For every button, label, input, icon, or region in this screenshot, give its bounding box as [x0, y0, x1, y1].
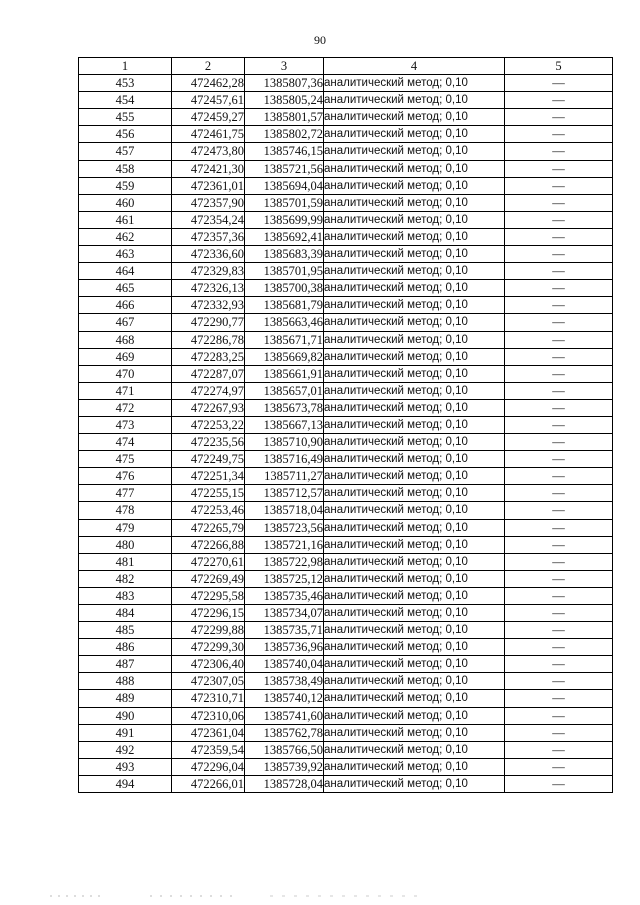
cell-point-number: 480 — [79, 536, 172, 553]
cell-description: — — [505, 673, 613, 690]
table-row — [79, 502, 613, 519]
cell-point-number: 461 — [79, 211, 172, 228]
cell-method: аналитический метод; 0,10 — [324, 485, 505, 502]
cell-y: 1385721,16 — [245, 536, 324, 553]
cell-y: 1385711,27 — [245, 468, 324, 485]
cell-x: 472421,30 — [172, 160, 245, 177]
cell-point-number: 474 — [79, 434, 172, 451]
cell-y: 1385766,50 — [245, 741, 324, 758]
cell-y: 1385735,71 — [245, 622, 324, 639]
cell-point-number: 469 — [79, 348, 172, 365]
cell-method: аналитический метод; 0,10 — [324, 314, 505, 331]
table-row — [79, 75, 613, 92]
cell-x: 472457,61 — [172, 92, 245, 109]
cell-point-number: 473 — [79, 416, 172, 433]
table-row — [79, 280, 613, 297]
cell-description: — — [505, 143, 613, 160]
cell-description: — — [505, 707, 613, 724]
table-row — [79, 605, 613, 622]
cell-y: 1385673,78 — [245, 399, 324, 416]
cell-description: — — [505, 758, 613, 775]
cell-x: 472459,27 — [172, 109, 245, 126]
cell-x: 472357,90 — [172, 194, 245, 211]
header-row — [79, 58, 613, 75]
table-row — [79, 707, 613, 724]
cell-description: — — [505, 741, 613, 758]
cell-method: аналитический метод; 0,10 — [324, 656, 505, 673]
cell-point-number: 485 — [79, 622, 172, 639]
cell-y: 1385740,12 — [245, 690, 324, 707]
cell-y: 1385699,99 — [245, 211, 324, 228]
table-row — [79, 92, 613, 109]
header-method: 4 — [324, 58, 505, 75]
cell-point-number: 454 — [79, 92, 172, 109]
cell-method: аналитический метод; 0,10 — [324, 707, 505, 724]
cell-description: — — [505, 690, 613, 707]
cell-y: 1385741,60 — [245, 707, 324, 724]
cell-x: 472306,40 — [172, 656, 245, 673]
cell-x: 472270,61 — [172, 553, 245, 570]
table-row — [79, 553, 613, 570]
cell-point-number: 470 — [79, 365, 172, 382]
cell-x: 472326,13 — [172, 280, 245, 297]
header-x: 2 — [172, 58, 245, 75]
cell-point-number: 490 — [79, 707, 172, 724]
cell-x: 472249,75 — [172, 451, 245, 468]
cell-point-number: 486 — [79, 639, 172, 656]
cell-x: 472336,60 — [172, 246, 245, 263]
cell-method: аналитический метод; 0,10 — [324, 673, 505, 690]
cell-x: 472295,58 — [172, 587, 245, 604]
cell-point-number: 459 — [79, 177, 172, 194]
cell-description: — — [505, 194, 613, 211]
cell-point-number: 467 — [79, 314, 172, 331]
cell-y: 1385669,82 — [245, 348, 324, 365]
cell-method: аналитический метод; 0,10 — [324, 690, 505, 707]
cell-method: аналитический метод; 0,10 — [324, 160, 505, 177]
cell-point-number: 475 — [79, 451, 172, 468]
cell-description: — — [505, 587, 613, 604]
cell-y: 1385701,95 — [245, 263, 324, 280]
cell-y: 1385681,79 — [245, 297, 324, 314]
cell-x: 472357,36 — [172, 228, 245, 245]
cell-x: 472296,15 — [172, 605, 245, 622]
table-body — [79, 75, 613, 793]
cell-point-number: 455 — [79, 109, 172, 126]
cell-description: — — [505, 160, 613, 177]
table-row — [79, 536, 613, 553]
cell-point-number: 491 — [79, 724, 172, 741]
cell-description: — — [505, 724, 613, 741]
cell-method: аналитический метод; 0,10 — [324, 468, 505, 485]
cell-point-number: 460 — [79, 194, 172, 211]
cell-point-number: 494 — [79, 775, 172, 792]
cell-point-number: 483 — [79, 587, 172, 604]
cell-description: — — [505, 468, 613, 485]
cell-y: 1385710,90 — [245, 434, 324, 451]
cell-y: 1385721,56 — [245, 160, 324, 177]
table-row — [79, 228, 613, 245]
table-row — [79, 758, 613, 775]
cell-description: — — [505, 382, 613, 399]
table-row — [79, 382, 613, 399]
cell-point-number: 458 — [79, 160, 172, 177]
cell-method: аналитический метод; 0,10 — [324, 126, 505, 143]
table-row — [79, 485, 613, 502]
cell-description: — — [505, 92, 613, 109]
cell-point-number: 457 — [79, 143, 172, 160]
cell-description: — — [505, 485, 613, 502]
cell-point-number: 477 — [79, 485, 172, 502]
cell-method: аналитический метод; 0,10 — [324, 280, 505, 297]
cell-method: аналитический метод; 0,10 — [324, 724, 505, 741]
table-row — [79, 246, 613, 263]
cell-y: 1385700,38 — [245, 280, 324, 297]
cell-description: — — [505, 416, 613, 433]
header-description: 5 — [505, 58, 613, 75]
cell-description: — — [505, 622, 613, 639]
cell-point-number: 492 — [79, 741, 172, 758]
table-row — [79, 177, 613, 194]
table-row — [79, 673, 613, 690]
cell-description: — — [505, 519, 613, 536]
cell-x: 472253,46 — [172, 502, 245, 519]
cell-method: аналитический метод; 0,10 — [324, 246, 505, 263]
cell-point-number: 464 — [79, 263, 172, 280]
cell-x: 472266,88 — [172, 536, 245, 553]
cell-method: аналитический метод; 0,10 — [324, 75, 505, 92]
cell-point-number: 476 — [79, 468, 172, 485]
cell-description: — — [505, 434, 613, 451]
cell-description: — — [505, 348, 613, 365]
cell-x: 472253,22 — [172, 416, 245, 433]
cell-method: аналитический метод; 0,10 — [324, 331, 505, 348]
cell-point-number: 487 — [79, 656, 172, 673]
table-row — [79, 143, 613, 160]
cell-description: — — [505, 246, 613, 263]
cell-description: — — [505, 75, 613, 92]
cell-y: 1385740,04 — [245, 656, 324, 673]
table-row — [79, 434, 613, 451]
cell-x: 472473,80 — [172, 143, 245, 160]
cell-x: 472354,24 — [172, 211, 245, 228]
cell-x: 472359,54 — [172, 741, 245, 758]
cell-x: 472269,49 — [172, 570, 245, 587]
cell-y: 1385683,39 — [245, 246, 324, 263]
cell-point-number: 465 — [79, 280, 172, 297]
cell-y: 1385801,57 — [245, 109, 324, 126]
cell-description: — — [505, 553, 613, 570]
cell-method: аналитический метод; 0,10 — [324, 109, 505, 126]
cell-method: аналитический метод; 0,10 — [324, 382, 505, 399]
cell-y: 1385663,46 — [245, 314, 324, 331]
cell-y: 1385725,12 — [245, 570, 324, 587]
table-row — [79, 468, 613, 485]
cell-description: — — [505, 365, 613, 382]
cell-x: 472290,77 — [172, 314, 245, 331]
cell-method: аналитический метод; 0,10 — [324, 587, 505, 604]
table-row — [79, 741, 613, 758]
cell-method: аналитический метод; 0,10 — [324, 536, 505, 553]
cell-description: — — [505, 502, 613, 519]
cell-y: 1385712,57 — [245, 485, 324, 502]
table-row — [79, 109, 613, 126]
cell-point-number: 493 — [79, 758, 172, 775]
cell-method: аналитический метод; 0,10 — [324, 211, 505, 228]
cell-description: — — [505, 126, 613, 143]
cell-x: 472462,28 — [172, 75, 245, 92]
cell-method: аналитический метод; 0,10 — [324, 570, 505, 587]
cell-description: — — [505, 297, 613, 314]
cell-x: 472299,88 — [172, 622, 245, 639]
cell-x: 472332,93 — [172, 297, 245, 314]
cell-description: — — [505, 399, 613, 416]
cell-description: — — [505, 536, 613, 553]
table-row — [79, 348, 613, 365]
cell-y: 1385701,59 — [245, 194, 324, 211]
cell-method: аналитический метод; 0,10 — [324, 434, 505, 451]
header-y: 3 — [245, 58, 324, 75]
cell-x: 472255,15 — [172, 485, 245, 502]
page-number: 90 — [314, 33, 326, 47]
table-row — [79, 416, 613, 433]
cell-method: аналитический метод; 0,10 — [324, 92, 505, 109]
cell-method: аналитический метод; 0,10 — [324, 741, 505, 758]
table-row — [79, 656, 613, 673]
cell-y: 1385723,56 — [245, 519, 324, 536]
cell-x: 472287,07 — [172, 365, 245, 382]
table-row — [79, 519, 613, 536]
table-row — [79, 690, 613, 707]
cell-method: аналитический метод; 0,10 — [324, 639, 505, 656]
cell-method: аналитический метод; 0,10 — [324, 177, 505, 194]
cell-x: 472299,30 — [172, 639, 245, 656]
cell-y: 1385802,72 — [245, 126, 324, 143]
cell-x: 472307,05 — [172, 673, 245, 690]
cell-description: — — [505, 211, 613, 228]
cell-point-number: 489 — [79, 690, 172, 707]
cell-method: аналитический метод; 0,10 — [324, 365, 505, 382]
table-row — [79, 570, 613, 587]
cell-method: аналитический метод; 0,10 — [324, 622, 505, 639]
cell-y: 1385728,04 — [245, 775, 324, 792]
cell-y: 1385657,01 — [245, 382, 324, 399]
cell-method: аналитический метод; 0,10 — [324, 758, 505, 775]
cell-y: 1385746,15 — [245, 143, 324, 160]
cell-y: 1385667,13 — [245, 416, 324, 433]
cell-method: аналитический метод; 0,10 — [324, 228, 505, 245]
cell-point-number: 471 — [79, 382, 172, 399]
cell-description: — — [505, 331, 613, 348]
scan-artifact — [40, 893, 600, 899]
cell-point-number: 488 — [79, 673, 172, 690]
cell-point-number: 462 — [79, 228, 172, 245]
table-row — [79, 365, 613, 382]
cell-y: 1385694,04 — [245, 177, 324, 194]
table-row — [79, 160, 613, 177]
table-row — [79, 297, 613, 314]
cell-y: 1385722,98 — [245, 553, 324, 570]
cell-point-number: 482 — [79, 570, 172, 587]
table-row — [79, 331, 613, 348]
cell-method: аналитический метод; 0,10 — [324, 519, 505, 536]
cell-method: аналитический метод; 0,10 — [324, 775, 505, 792]
cell-y: 1385736,96 — [245, 639, 324, 656]
cell-description: — — [505, 451, 613, 468]
cell-description: — — [505, 605, 613, 622]
cell-description: — — [505, 228, 613, 245]
table-row — [79, 639, 613, 656]
cell-y: 1385718,04 — [245, 502, 324, 519]
cell-method: аналитический метод; 0,10 — [324, 263, 505, 280]
cell-point-number: 472 — [79, 399, 172, 416]
cell-method: аналитический метод; 0,10 — [324, 553, 505, 570]
cell-method: аналитический метод; 0,10 — [324, 348, 505, 365]
table-row — [79, 775, 613, 792]
cell-method: аналитический метод; 0,10 — [324, 451, 505, 468]
cell-x: 472361,04 — [172, 724, 245, 741]
cell-x: 472265,79 — [172, 519, 245, 536]
cell-y: 1385807,36 — [245, 75, 324, 92]
cell-point-number: 456 — [79, 126, 172, 143]
header-point-number: 1 — [79, 58, 172, 75]
cell-y: 1385762,78 — [245, 724, 324, 741]
table-row — [79, 194, 613, 211]
cell-method: аналитический метод; 0,10 — [324, 502, 505, 519]
table-row — [79, 587, 613, 604]
cell-x: 472310,71 — [172, 690, 245, 707]
cell-method: аналитический метод; 0,10 — [324, 143, 505, 160]
coordinates-table — [78, 57, 613, 793]
table-row — [79, 399, 613, 416]
cell-x: 472296,04 — [172, 758, 245, 775]
cell-x: 472283,25 — [172, 348, 245, 365]
cell-method: аналитический метод; 0,10 — [324, 605, 505, 622]
cell-description: — — [505, 177, 613, 194]
table-row — [79, 263, 613, 280]
cell-x: 472361,01 — [172, 177, 245, 194]
cell-description: — — [505, 656, 613, 673]
table-row — [79, 451, 613, 468]
cell-description: — — [505, 263, 613, 280]
cell-point-number: 453 — [79, 75, 172, 92]
cell-description: — — [505, 109, 613, 126]
cell-point-number: 481 — [79, 553, 172, 570]
cell-x: 472274,97 — [172, 382, 245, 399]
cell-point-number: 463 — [79, 246, 172, 263]
table-row — [79, 314, 613, 331]
cell-description: — — [505, 775, 613, 792]
cell-method: аналитический метод; 0,10 — [324, 297, 505, 314]
cell-method: аналитический метод; 0,10 — [324, 194, 505, 211]
cell-description: — — [505, 639, 613, 656]
cell-description: — — [505, 280, 613, 297]
table-row — [79, 622, 613, 639]
cell-y: 1385735,46 — [245, 587, 324, 604]
cell-y: 1385805,24 — [245, 92, 324, 109]
cell-point-number: 466 — [79, 297, 172, 314]
cell-x: 472329,83 — [172, 263, 245, 280]
cell-y: 1385661,91 — [245, 365, 324, 382]
cell-y: 1385692,41 — [245, 228, 324, 245]
cell-description: — — [505, 570, 613, 587]
cell-method: аналитический метод; 0,10 — [324, 416, 505, 433]
cell-description: — — [505, 314, 613, 331]
table-header — [79, 58, 613, 75]
cell-y: 1385739,92 — [245, 758, 324, 775]
cell-y: 1385738,49 — [245, 673, 324, 690]
cell-y: 1385716,49 — [245, 451, 324, 468]
cell-point-number: 479 — [79, 519, 172, 536]
table-row — [79, 126, 613, 143]
cell-point-number: 484 — [79, 605, 172, 622]
cell-x: 472251,34 — [172, 468, 245, 485]
cell-point-number: 468 — [79, 331, 172, 348]
cell-y: 1385671,71 — [245, 331, 324, 348]
cell-x: 472267,93 — [172, 399, 245, 416]
table-row — [79, 211, 613, 228]
cell-method: аналитический метод; 0,10 — [324, 399, 505, 416]
cell-x: 472235,56 — [172, 434, 245, 451]
cell-x: 472286,78 — [172, 331, 245, 348]
cell-y: 1385734,07 — [245, 605, 324, 622]
cell-point-number: 478 — [79, 502, 172, 519]
table-row — [79, 724, 613, 741]
cell-x: 472461,75 — [172, 126, 245, 143]
cell-x: 472310,06 — [172, 707, 245, 724]
cell-x: 472266,01 — [172, 775, 245, 792]
